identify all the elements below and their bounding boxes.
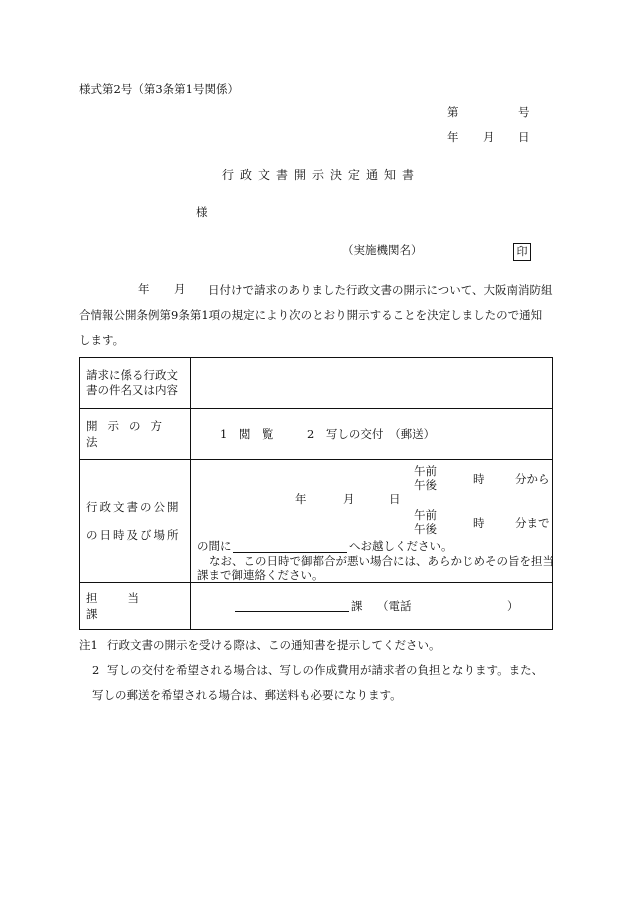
document-number-suffix: 号 — [518, 105, 530, 119]
method-value-cell — [191, 409, 553, 460]
document-number-prefix: 第 — [447, 105, 459, 119]
place-prefix: の間に — [197, 539, 232, 553]
start-pm: 午後 — [414, 478, 437, 492]
phone-open: （電話 — [377, 599, 412, 613]
end-hour: 時 — [473, 516, 485, 530]
start-minute: 分から — [515, 472, 550, 486]
date-day-label: 日 — [518, 130, 530, 144]
end-minute: 分まで — [515, 516, 550, 530]
document-title: 行政文書開示決定通知書 — [222, 168, 421, 182]
note2-text-line1: 写しの交付を希望される場合は、写しの作成費用が請求者の負担となります。また、 — [107, 663, 544, 677]
note1-mark: 注1 — [79, 638, 98, 652]
body-text: 日付けで請求のありました行政文書の開示について、大阪南消防組合情報公開条例第9条第1項の規定により次のとおり開示することを決定しましたので通知します。 — [79, 283, 553, 347]
schedule-label-line1: 行政文書の公開 — [86, 500, 181, 514]
note1-text: 行政文書の開示を受ける際は、この通知書を提示してください。 — [107, 638, 441, 652]
table-row — [80, 358, 553, 409]
body-month: 月 — [174, 282, 186, 296]
table-row — [80, 460, 553, 583]
method-label-cell — [80, 409, 191, 460]
schedule-label-line2: の日時及び場所 — [86, 528, 181, 542]
date-month-label: 月 — [483, 130, 495, 144]
section-suffix: 課 — [351, 599, 363, 613]
end-pm: 午後 — [414, 522, 437, 536]
issuer-label: （実施機関名） — [342, 243, 423, 257]
schedule-year: 年 — [295, 492, 307, 506]
body-year: 年 — [138, 282, 150, 296]
start-am: 午前 — [414, 464, 437, 478]
addressee-suffix: 様 — [196, 205, 208, 219]
schedule-note-line2: 課まで御連絡ください。 — [197, 568, 324, 582]
start-hour: 時 — [473, 472, 485, 486]
note2-text-line2: 写しの郵送を希望される場合は、郵送料も必要になります。 — [92, 688, 402, 702]
schedule-value-cell — [191, 460, 553, 583]
note2-mark: 2 — [92, 663, 100, 677]
schedule-month: 月 — [343, 492, 355, 506]
disclosure-table — [79, 357, 553, 630]
section-label: 担当課 — [86, 591, 169, 621]
schedule-note-line1: なお、この日時で御都合が悪い場合には、あらかじめその旨を担当 — [209, 554, 554, 568]
subject-value-cell[interactable] — [191, 358, 553, 409]
schedule-label-cell — [80, 460, 191, 583]
end-am: 午前 — [414, 508, 437, 522]
method-option-view[interactable]: 1 閲 覧 — [220, 427, 274, 441]
phone-close: ） — [507, 599, 519, 613]
date-year-label: 年 — [447, 130, 459, 144]
method-label: 開示の方法 — [86, 419, 172, 449]
place-suffix: へお越しください。 — [349, 539, 453, 553]
schedule-day: 日 — [389, 492, 401, 506]
form-number-label: 様式第2号（第3条第1号関係） — [79, 82, 239, 96]
subject-label-line1: 請求に係る行政文 — [86, 368, 178, 382]
method-option-copy[interactable]: 2 写しの交付 （郵送） — [307, 427, 436, 441]
subject-label-line2: 書の件名又は内容 — [86, 383, 178, 397]
section-blank-line[interactable] — [235, 611, 349, 612]
table-row — [80, 583, 553, 630]
subject-label-cell — [80, 358, 191, 409]
seal-mark: 印 — [513, 243, 531, 261]
place-blank-line[interactable] — [233, 552, 347, 553]
section-label-cell — [80, 583, 191, 630]
table-row — [80, 409, 553, 460]
section-value-cell — [191, 583, 553, 630]
